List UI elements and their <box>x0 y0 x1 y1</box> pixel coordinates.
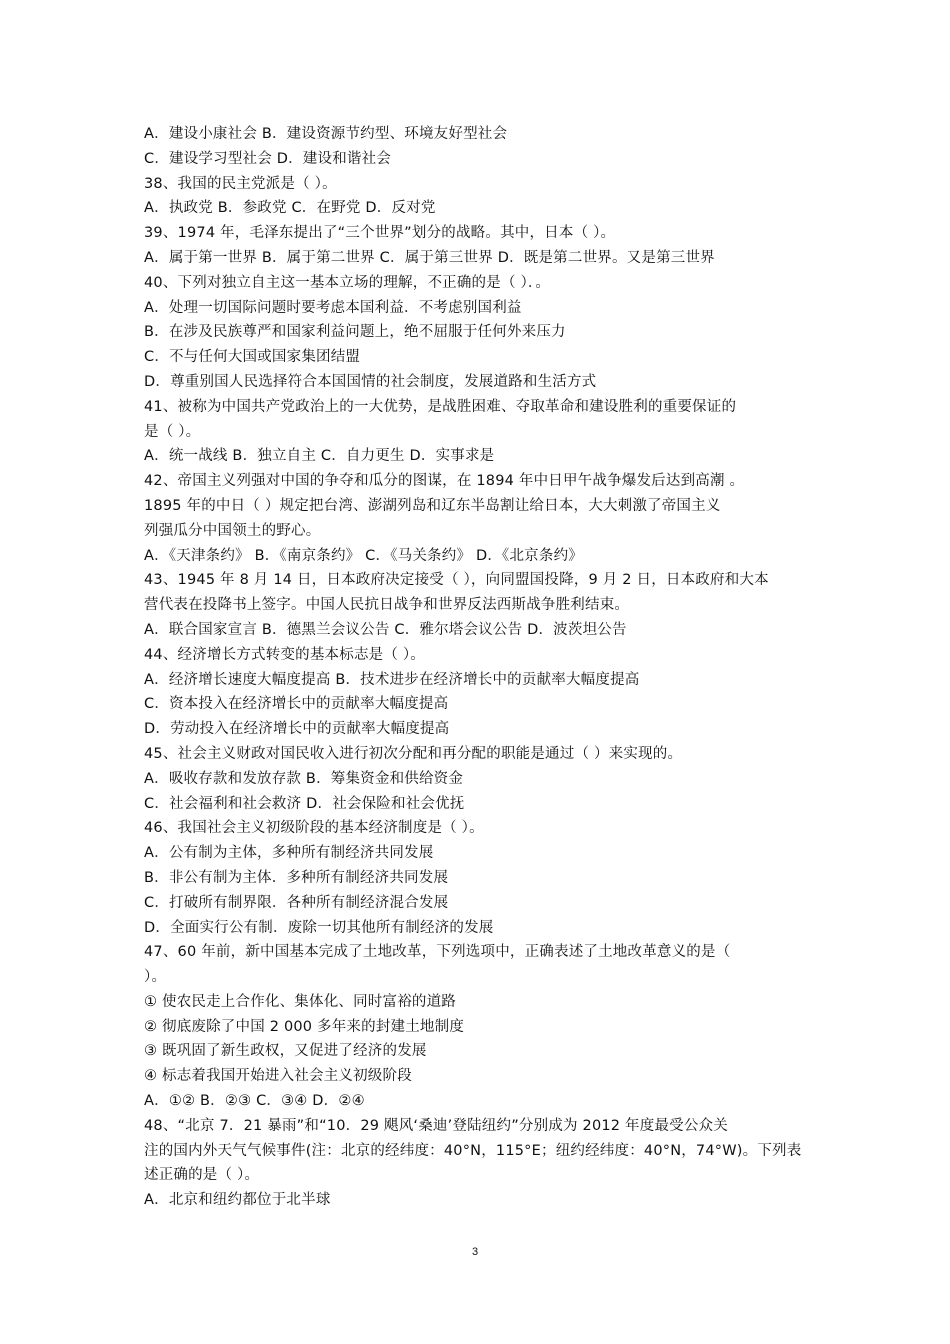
text-line: C．建设学习型社会 D．建设和谐社会 <box>144 150 391 167</box>
text-line: ① 使农民走上合作化、集体化、同时富裕的道路 <box>144 993 457 1010</box>
text-line: 注的国内外天气气候事件(注：北京的经纬度：40°N，115°E；纽约经纬度：40°N，74°W)。下列表 <box>144 1142 802 1159</box>
text-line: A．建设小康社会 B．建设资源节约型、环境友好型社会 <box>144 126 508 142</box>
text-line: C．社会福利和社会救济 D．社会保险和社会优抚 <box>144 795 465 812</box>
text-line: A．统一战线 B．独立自主 C．自力更生 D．实事求是 <box>144 448 495 465</box>
text-line: C．打破所有制界限．各种所有制经济混合发展 <box>144 894 449 911</box>
text-line: A．经济增长速度大幅度提高 B．技术进步在经济增长中的贡献率大幅度提高 <box>144 671 640 688</box>
text-line: A．北京和纽约都位于北半球 <box>144 1192 331 1209</box>
text-line: B．非公有制为主体．多种所有制经济共同发展 <box>144 869 449 886</box>
text-line: 42、帝国主义列强对中国的争夺和瓜分的图谋，在 1894 年中日甲午战争爆发后达到高潮 。 <box>144 473 745 490</box>
text-line: D．尊重别国人民选择符合本国国情的社会制度，发展道路和生活方式 <box>144 373 597 390</box>
text-line: 39、1974 年，毛泽东提出了“三个世界”划分的战略。其中，日本（ ）。 <box>144 225 616 242</box>
text-line: 述正确的是（ ）。 <box>144 1167 260 1184</box>
text-line: C．不与任何大国或国家集团结盟 <box>144 349 361 366</box>
text-line: 45、社会主义财政对国民收入进行初次分配和再分配的职能是通过（ ）来实现的。 <box>144 745 683 762</box>
page-body <box>144 122 824 1213</box>
text-line: ）。 <box>144 969 167 986</box>
text-line: 列强瓜分中国领土的野心。 <box>144 522 321 539</box>
text-line: 营代表在投降书上签字。中国人民抗日战争和世界反法西斯战争胜利结束。 <box>144 597 630 614</box>
text-line: ③ 既巩固了新生政权，又促进了经济的发展 <box>144 1043 427 1060</box>
text-line: ② 彻底废除了中国 2 000 多年来的封建土地制度 <box>144 1018 465 1035</box>
text-line: 47、60 年前，新中国基本完成了土地改革，下列选项中，正确表述了土地改革意义的是（ <box>144 944 731 961</box>
text-line: A．联合国家宣言 B．德黑兰会议公告 C．雅尔塔会议公告 D．波茨坦公告 <box>144 621 627 638</box>
text-line: A．公有制为主体，多种所有制经济共同发展 <box>144 845 434 862</box>
text-line: A．处理一切国际问题时要考虑本国利益．不考虑别国利益 <box>144 299 522 316</box>
text-line: C．资本投入在经济增长中的贡献率大幅度提高 <box>144 696 449 713</box>
text-line: A．吸收存款和发放存款 B．筹集资金和供给资金 <box>144 770 464 787</box>
text-line: 46、我国社会主义初级阶段的基本经济制度是（ ）。 <box>144 820 484 837</box>
text-line: A．《天津条约》 B．《南京条约》 C．《马关条约》 D．《北京条约》 <box>144 547 583 564</box>
page-number: 3 <box>471 1246 479 1258</box>
text-line: 43、1945 年 8 月 14 日，日本政府决定接受（ ），向同盟国投降，9 月 2 日，日本政府和大本 <box>144 572 769 589</box>
text-line: 41、被称为中国共产党政治上的一大优势，是战胜困难、夺取革命和建设胜利的重要保证的 <box>144 398 737 415</box>
text-line: A．属于第一世界 B．属于第二世界 C．属于第三世界 D．既是第二世界。又是第三世界 <box>144 249 715 266</box>
text-line: ④ 标志着我国开始进入社会主义初级阶段 <box>144 1068 412 1085</box>
text-line: 是（ ）。 <box>144 423 201 440</box>
text-line: D．劳动投入在经济增长中的贡献率大幅度提高 <box>144 721 450 738</box>
text-line: 40、下列对独立自主这一基本立场的理解，不正确的是（ ）．。 <box>144 274 551 291</box>
text-line: 38、我国的民主党派是（ ）。 <box>144 175 337 192</box>
text-line: 1895 年的中日（ ）规定把台湾、澎湖列岛和辽东半岛割让给日本，大大刺激了帝国主义 <box>144 497 721 514</box>
text-line: 48、“北京 7．21 暴雨”和“10．29 飓风‘桑迪’登陆纽约”分别成为 2012 年度最受公众关 <box>144 1117 728 1134</box>
text-line: A．执政党 B．参政党 C．在野党 D．反对党 <box>144 200 436 217</box>
text-line: A．①② B．②③ C．③④ D．②④ <box>144 1093 365 1110</box>
text-line: D．全面实行公有制．废除一切其他所有制经济的发展 <box>144 919 494 936</box>
text-line: B．在涉及民族尊严和国家利益问题上，绝不屈服于任何外来压力 <box>144 324 566 341</box>
text-line: 44、经济增长方式转变的基本标志是（ ）。 <box>144 646 426 663</box>
